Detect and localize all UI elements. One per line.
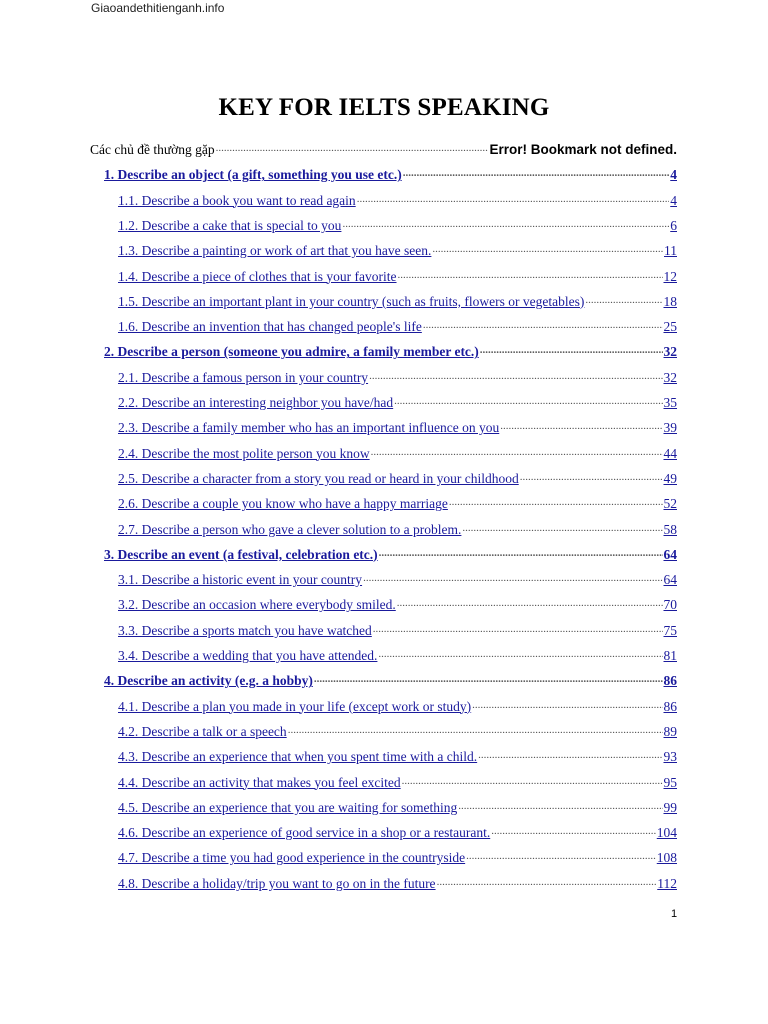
toc-subsection-link[interactable]: [118, 492, 677, 514]
toc-entry-page: 89: [663, 723, 677, 739]
toc-entry-label: 3. Describe an event (a festival, celebration etc.): [104, 546, 378, 562]
toc-entry-label: 2.2. Describe an interesting neighbor you have/had: [118, 395, 394, 410]
toc-entry-page: 70: [663, 597, 677, 613]
dot-leader: [397, 593, 663, 609]
toc-subsection-link[interactable]: [118, 239, 677, 261]
toc-entry-label: 4.1. Describe a plan you made in your life (except work or study): [118, 698, 472, 714]
toc-entry-label: 2.5. Describe a character from a story you read or heard in your childhood: [118, 470, 519, 486]
toc-entry-page: 93: [663, 749, 677, 765]
toc-entry-page: 49: [663, 470, 677, 486]
toc-subsection-link[interactable]: [118, 467, 677, 489]
toc-entry-label: 4.8. Describe a holiday/trip you want to go on in the future: [118, 875, 436, 891]
dot-leader: [379, 543, 663, 559]
toc-subsection-link[interactable]: [118, 214, 677, 236]
toc-section-link[interactable]: [104, 340, 677, 362]
toc-subsection-link[interactable]: [118, 745, 677, 767]
toc-entry-page: 64: [663, 546, 677, 562]
dot-leader: [216, 138, 489, 154]
dot-leader: [500, 416, 662, 432]
dot-leader: [423, 315, 663, 331]
dot-leader: [437, 872, 657, 888]
toc-subsection-link[interactable]: [118, 720, 677, 742]
toc-entry-page: 75: [663, 622, 677, 638]
toc-entry-label: 4.2. Describe a talk or a speech: [118, 723, 287, 739]
toc-subsection-link[interactable]: [118, 416, 677, 438]
toc-entry-label: 4.7. Describe a time you had good experience in the countryside: [118, 850, 466, 866]
dot-leader: [371, 442, 663, 458]
dot-leader: [369, 366, 662, 382]
site-header: Giaoandethitienganh.info: [91, 1, 225, 15]
toc-entry-label: 4.4. Describe an activity that makes you feel excited: [118, 774, 401, 790]
toc-entry-page: 86: [663, 673, 677, 689]
toc-entry-label: 2.4. Describe the most polite person you know: [118, 445, 370, 461]
toc-entry-page: 95: [663, 774, 677, 790]
toc-entry-label: Các chủ đề thường gặp: [90, 142, 215, 157]
toc-entry-page: 6: [670, 217, 677, 233]
dot-leader: [458, 796, 662, 812]
toc-subsection-link[interactable]: [118, 442, 677, 464]
dot-leader: [398, 265, 663, 281]
toc-entry-label: 1.1. Describe a book you want to read again: [118, 192, 356, 208]
toc-subsection-link[interactable]: [118, 265, 677, 287]
toc-entry-label: 4.5. Describe an experience that you are waiting for something: [118, 799, 458, 815]
toc-entry-page: 11: [664, 243, 677, 259]
toc-entry-label: 1.4. Describe a piece of clothes that is your favorite: [118, 268, 397, 284]
toc-entry-label: 2.6. Describe a couple you know who have a happy marriage: [118, 496, 448, 512]
toc-entry-page: 44: [663, 445, 677, 461]
dot-leader: [462, 518, 662, 534]
dot-leader: [449, 492, 663, 508]
toc-subsection-link[interactable]: [118, 821, 677, 843]
toc-entry-page: 18: [663, 293, 677, 309]
toc-subsection-link[interactable]: [118, 290, 677, 312]
dot-leader: [363, 568, 662, 584]
dot-leader: [491, 821, 656, 837]
toc-entry-page: 99: [663, 799, 677, 815]
toc-entry-label: 3.4. Describe a wedding that you have attended.: [118, 648, 378, 663]
toc-entry-label: 1. Describe an object (a gift, something you use etc.): [104, 167, 402, 183]
page-number: 1: [671, 908, 678, 920]
toc-entry-label: 3.3. Describe a sports match you have watched: [118, 622, 372, 638]
toc-entry-page: 64: [663, 572, 677, 588]
toc-entry-page: 52: [663, 496, 677, 512]
dot-leader: [373, 619, 663, 635]
dot-leader: [394, 391, 662, 407]
toc-subsection-link[interactable]: [118, 366, 677, 388]
toc-section-link[interactable]: [104, 669, 677, 691]
dot-leader: [288, 720, 663, 736]
toc-entry-label: 1.5. Describe an important plant in your country (such as fruits, flowers or vegetables): [118, 293, 585, 309]
document-title: KEY FOR IELTS SPEAKING: [218, 94, 550, 121]
toc-entry-page: 12: [663, 268, 677, 284]
dot-leader: [357, 189, 670, 205]
toc-subsection-link[interactable]: [118, 644, 677, 666]
toc-entry-page: Error! Bookmark not defined.: [489, 142, 677, 157]
toc-subsection-link[interactable]: [118, 189, 677, 211]
toc-entry-page: 86: [663, 698, 677, 714]
toc-entry-label: 2. Describe a person (someone you admire, a family member etc.): [104, 344, 479, 360]
toc-subsection-link[interactable]: [118, 872, 677, 894]
toc-entry-page: 35: [663, 395, 677, 410]
toc-entry-page: 32: [663, 344, 677, 360]
toc-subsection-link[interactable]: [118, 593, 677, 615]
toc-subsection-link[interactable]: [118, 796, 677, 818]
toc-section-link[interactable]: [104, 543, 677, 565]
toc-entry-page: 112: [657, 875, 677, 891]
toc-entry-page: 108: [656, 850, 677, 866]
toc-entry-label: 4. Describe an activity (e.g. a hobby): [104, 673, 313, 689]
toc-entry-page: 4: [670, 167, 677, 183]
toc-entry-label: 3.1. Describe a historic event in your country: [118, 572, 363, 588]
toc-entry-label: 4.6. Describe an experience of good service in a shop or a restaurant.: [118, 825, 491, 841]
dot-leader: [466, 846, 656, 862]
toc-entry-page: 39: [663, 420, 677, 436]
toc-subsection-link[interactable]: [118, 518, 677, 540]
dot-leader: [378, 644, 662, 660]
toc-subsection-link[interactable]: [118, 391, 677, 413]
toc-subsection-link[interactable]: [118, 619, 677, 641]
toc-subsection-link[interactable]: [118, 315, 677, 337]
toc-entry-page: 81: [663, 648, 677, 663]
dot-leader: [520, 467, 663, 483]
toc-subsection-link[interactable]: [118, 568, 677, 590]
toc-entry-page: 32: [663, 369, 677, 385]
toc-entry-label: 2.7. Describe a person who gave a clever solution to a problem.: [118, 521, 462, 537]
dot-leader: [478, 745, 662, 761]
toc-entry-page: 104: [656, 825, 677, 841]
toc-entry-label: 2.1. Describe a famous person in your country: [118, 369, 369, 385]
toc-subsection-link[interactable]: [118, 771, 677, 793]
toc-entry-label: 1.6. Describe an invention that has changed people's life: [118, 319, 422, 335]
toc-entry-label: 4.3. Describe an experience that when you spent time with a child.: [118, 749, 478, 765]
dot-leader: [480, 340, 663, 356]
toc-entry-label: 2.3. Describe a family member who has an important influence on you: [118, 420, 500, 436]
dot-leader: [402, 771, 663, 787]
toc-subsection-link[interactable]: [118, 846, 677, 868]
dot-leader: [403, 163, 670, 179]
toc-section-link[interactable]: [104, 163, 677, 185]
toc-entry-page: 4: [670, 192, 677, 208]
toc-entry-label: 1.2. Describe a cake that is special to you: [118, 217, 342, 233]
dot-leader: [342, 214, 669, 230]
toc-entry-label: 3.2. Describe an occasion where everybody smiled.: [118, 597, 396, 613]
dot-leader: [472, 695, 662, 711]
toc-heading-row: [90, 138, 677, 160]
dot-leader: [314, 669, 663, 685]
dot-leader: [432, 239, 663, 255]
toc-entry-label: 1.3. Describe a painting or work of art that you have seen.: [118, 243, 432, 259]
dot-leader: [585, 290, 662, 306]
toc-entry-page: 25: [663, 319, 677, 335]
toc-entry-page: 58: [663, 521, 677, 537]
toc-subsection-link[interactable]: [118, 695, 677, 717]
